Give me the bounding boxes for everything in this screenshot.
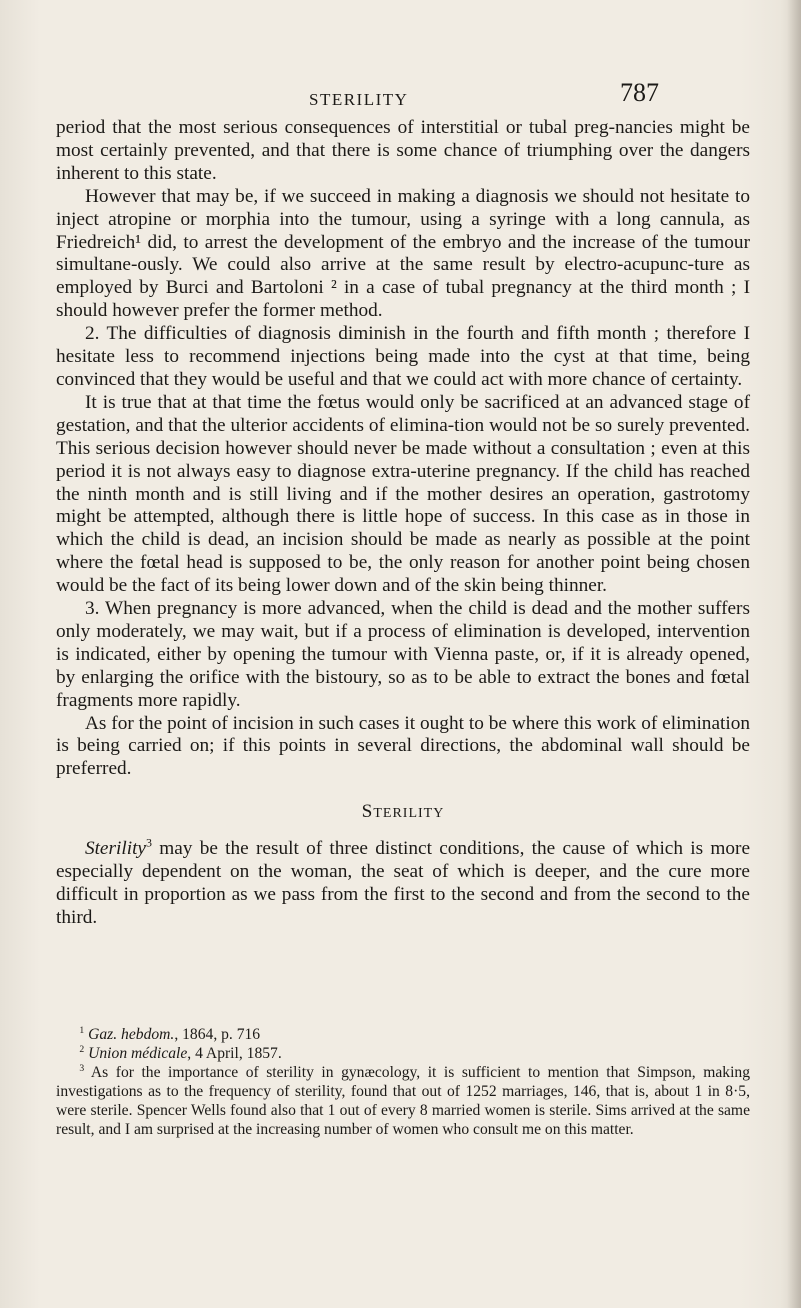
footnote-source: Gaz. hebdom. bbox=[88, 1026, 175, 1043]
paragraph: As for the point of incision in such cases it ought to be where this work of elimination is being carried on; if this points in several directions, the abdominal wall should be preferred. bbox=[56, 712, 750, 780]
footnote-mark: 2 bbox=[79, 1043, 85, 1055]
page-edge-shadow bbox=[787, 0, 801, 1308]
footnote-source: Union médicale bbox=[88, 1044, 188, 1062]
paragraph: period that the most serious consequences of interstitial or tubal preg-nancies might be most certainly prevented, and that there is some chance of triumphing over the dangers inherent to this state. bbox=[56, 117, 750, 184]
footnote-mark: 1 bbox=[79, 1024, 85, 1036]
body-text bbox=[56, 117, 750, 930]
running-title: STERILITY bbox=[309, 90, 409, 109]
paragraph: However that may be, if we succeed in making a diagnosis we should not hesitate to inject atropine or morphia into the tumour, using a syringe with a long cannula, as Friedreich¹ did, to arrest the development of the embryo and the increase of the tumour simultane-ously. We could also arrive at the same result by electro-acupunc-ture as employed by Burci and Bartoloni ² in a case of tubal pregnancy at the third month ; I should however prefer the former method. bbox=[56, 185, 750, 322]
footnote bbox=[56, 1026, 750, 1045]
footnote-text: , 4 April, 1857. bbox=[187, 1044, 282, 1062]
footnote-mark: 3 bbox=[79, 1062, 85, 1074]
section-heading: Sterility bbox=[361, 801, 445, 823]
page-number: 787 bbox=[620, 78, 659, 107]
footnote bbox=[56, 1064, 750, 1140]
footnotes bbox=[56, 1026, 750, 1139]
paragraph: 3. When pregnancy is more advanced, when the child is dead and the mother suffers only moderately, we may wait, but if a process of elimination is developed, intervention is indicated, either by opening the tumour with Vienna paste, or, if it is already opened, by enlarging the orifice with the bistoury, so as to be able to extract the bones and fœtal fragments more rapidly. bbox=[56, 598, 750, 711]
paragraph: 2. The difficulties of diagnosis diminish in the fourth and fifth month ; therefore I hesitate less to recommend injections being made into the cyst at that time, being convinced that they would be useful and that we could act with more chance of certainty. bbox=[56, 323, 750, 390]
footnote-text: , 1864, p. 716 bbox=[174, 1026, 261, 1043]
footnote bbox=[56, 1045, 750, 1064]
sterility-paragraph bbox=[56, 835, 750, 930]
sterility-lead: Sterility bbox=[84, 838, 146, 860]
footnote-ref: 3 bbox=[145, 835, 152, 850]
paragraph: It is true that at that time the fœtus would only be sacrificed at an advanced stage of gestation, and that the ulterior accidents of elimina-tion would not be so surely prevented. This serious decision however should never be made without a consultation ; even at this period it is not always easy to diagnose extra-uterine pregnancy. If the child has reached the ninth month and is still living and if the mother desires an operation, gastrotomy might be attempted, although there is little hope of success. In this case as in those in which the child is dead, an incision should be made as nearly as possible at the point where the fœtal head is supposed to be, the only reason for another point being chosen would be the fact of its being lower down and of the skin being thinner. bbox=[56, 391, 750, 597]
sterility-text: may be the result of three distinct conditions, the cause of which is more especially dependent on the woman, the seat of which is deeper, and the cure more difficult in proportion as we pass from the first to the second and from the second to the third. bbox=[56, 838, 750, 928]
footnote-text: As for the importance of sterility in gynæcology, it is sufficient to mention that Simpson, making investigations as to the frequency of sterility, found that out of 1252 marriages, 146, that is, about 1 in 8·5, were sterile. Spencer Wells found also that 1 out of every 8 married women is sterile. Sims arrived at the same result, and I am surprised at the increasing number of women who consult me on this matter. bbox=[56, 1063, 750, 1138]
